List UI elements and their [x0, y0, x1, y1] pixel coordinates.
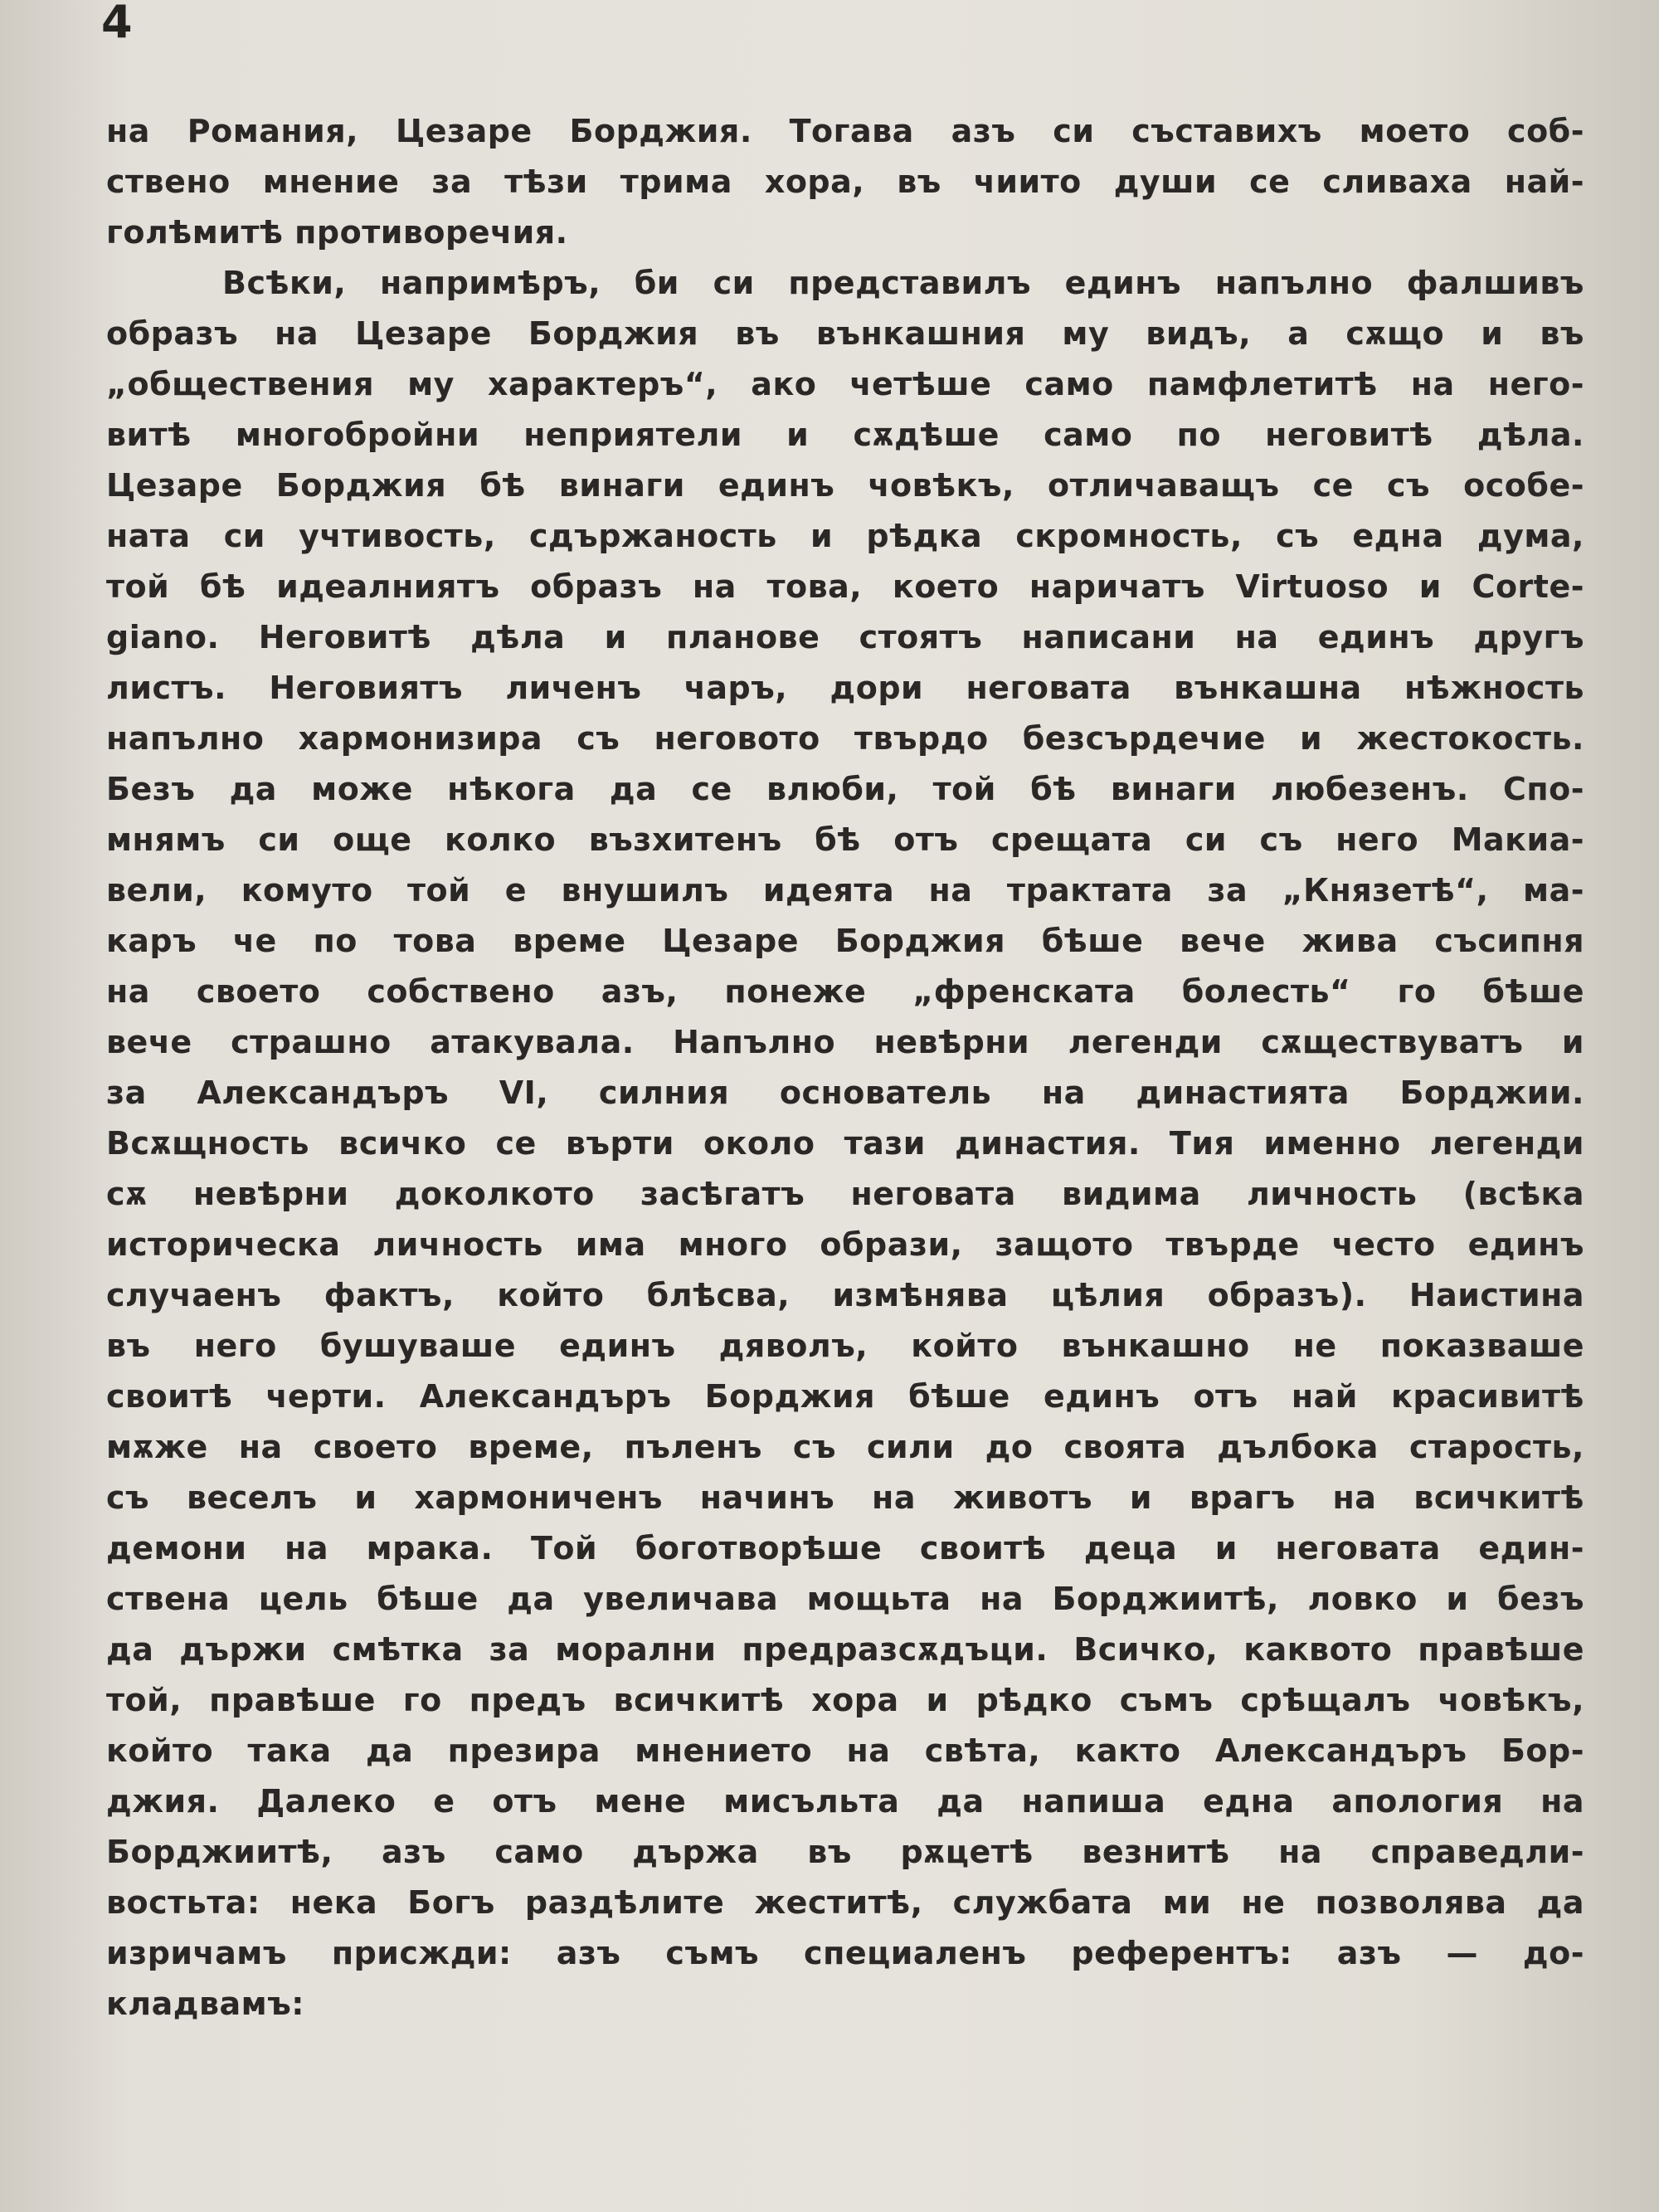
text-line: Всѫщность всичко се върти около тази династия. Тия именно легенди — [106, 1125, 1584, 1162]
text-line: демони на мрака. Той боготворѣше своитѣ деца и неговата един- — [106, 1530, 1584, 1566]
text-line: листъ. Неговиятъ личенъ чаръ, дори неговата вънкашна нѣжность — [106, 670, 1584, 706]
text-line: който така да презира мнението на свѣта, както Александъръ Бор- — [106, 1732, 1584, 1769]
text-line: образъ на Цезаре Борджия въ вънкашния му видъ, а сѫщо и въ — [106, 315, 1584, 352]
text-line: вече страшно атакувала. Напълно невѣрни легенди сѫществуватъ и — [106, 1024, 1584, 1060]
text-line: Борджиитѣ, азъ само държа въ рѫцетѣ везнитѣ на справедли- — [106, 1834, 1584, 1870]
text-line: Цезаре Борджия бѣ винаги единъ човѣкъ, отличаващъ се съ особе- — [106, 467, 1584, 504]
text-line: своитѣ черти. Александъръ Борджия бѣше единъ отъ най красивитѣ — [106, 1378, 1584, 1415]
text-line: сѫ невѣрни доколкото засѣгатъ неговата видима личность (всѣка — [106, 1176, 1584, 1212]
paragraph-1 — [106, 106, 1584, 258]
text-line: вели, комуто той е внушилъ идеята на трактата за „Князетѣ“, ма- — [106, 872, 1584, 909]
text-line: ствено мнение за тѣзи трима хора, въ чиито души се сливаха най- — [106, 163, 1584, 200]
text-line: ствена цель бѣше да увеличава мощьта на Борджиитѣ, ловко и безъ — [106, 1581, 1584, 1617]
text-line: мнямъ си още колко възхитенъ бѣ отъ срещата си съ него Макиа- — [106, 821, 1584, 858]
body-text — [106, 106, 1584, 2029]
text-line: „обществения му характеръ“, ако четѣше само памфлетитѣ на него- — [106, 366, 1584, 402]
text-line: ната си учтивость, сдържаность и рѣдка скромность, съ една дума, — [106, 518, 1584, 554]
text-line: востьта: нека Богъ раздѣлите жеститѣ, службата ми не позволява да — [106, 1884, 1584, 1921]
text-line: изричамъ присжди: азъ съмъ специаленъ референтъ: азъ — до- — [106, 1935, 1584, 1971]
text-line: giano. Неговитѣ дѣла и планове стоятъ написани на единъ другъ — [106, 619, 1584, 655]
text-line: той бѣ идеалниятъ образъ на това, което наричатъ Virtuoso и Corte- — [106, 568, 1584, 605]
text-line: въ него бушуваше единъ дяволъ, който вънкашно не показваше — [106, 1328, 1584, 1364]
text-line: напълно хармонизира съ неговото твърдо безсърдечие и жестокость. — [106, 720, 1584, 757]
text-line: голѣмитѣ противоречия. — [106, 214, 568, 251]
text-line: витѣ многобройни неприятели и сѫдѣше само по неговитѣ дѣла. — [106, 417, 1584, 453]
text-line: мѫже на своето време, пъленъ съ сили до своята дълбока старость, — [106, 1429, 1584, 1465]
text-line: каръ че по това време Цезаре Борджия бѣше вече жива съсипня — [106, 923, 1584, 959]
text-line: съ веселъ и хармониченъ начинъ на животъ и врагъ на всичкитѣ — [106, 1479, 1584, 1516]
text-line: Безъ да може нѣкога да се влюби, той бѣ винаги любезенъ. Спо- — [106, 771, 1584, 807]
paragraph-2 — [106, 258, 1584, 2029]
text-line: джия. Далеко е отъ мене мисъльта да напиша една апология на — [106, 1783, 1584, 1820]
text-line: Всѣки, напримѣръ, би си представилъ единъ напълно фалшивъ — [222, 265, 1584, 301]
text-line: да държи смѣтка за морални предразсѫдъци. Всичко, каквото правѣше — [106, 1631, 1584, 1668]
text-line: на своето собствено азъ, понеже „френската болесть“ го бѣше — [106, 973, 1584, 1010]
text-line: историческа личность има много образи, защото твърде често единъ — [106, 1226, 1584, 1263]
text-line: случаенъ фактъ, който блѣсва, измѣнява цѣлия образъ). Наистина — [106, 1277, 1584, 1313]
text-line: за Александъръ VI, силния основатель на династията Борджии. — [106, 1074, 1584, 1111]
text-line: той, правѣше го предъ всичкитѣ хора и рѣдко съмъ срѣщалъ човѣкъ, — [106, 1682, 1584, 1718]
page-number: 4 — [101, 0, 133, 48]
text-line: кладвамъ: — [106, 1985, 304, 2022]
text-line: на Романия, Цезаре Борджия. Тогава азъ си съставихъ моето соб- — [106, 113, 1584, 149]
